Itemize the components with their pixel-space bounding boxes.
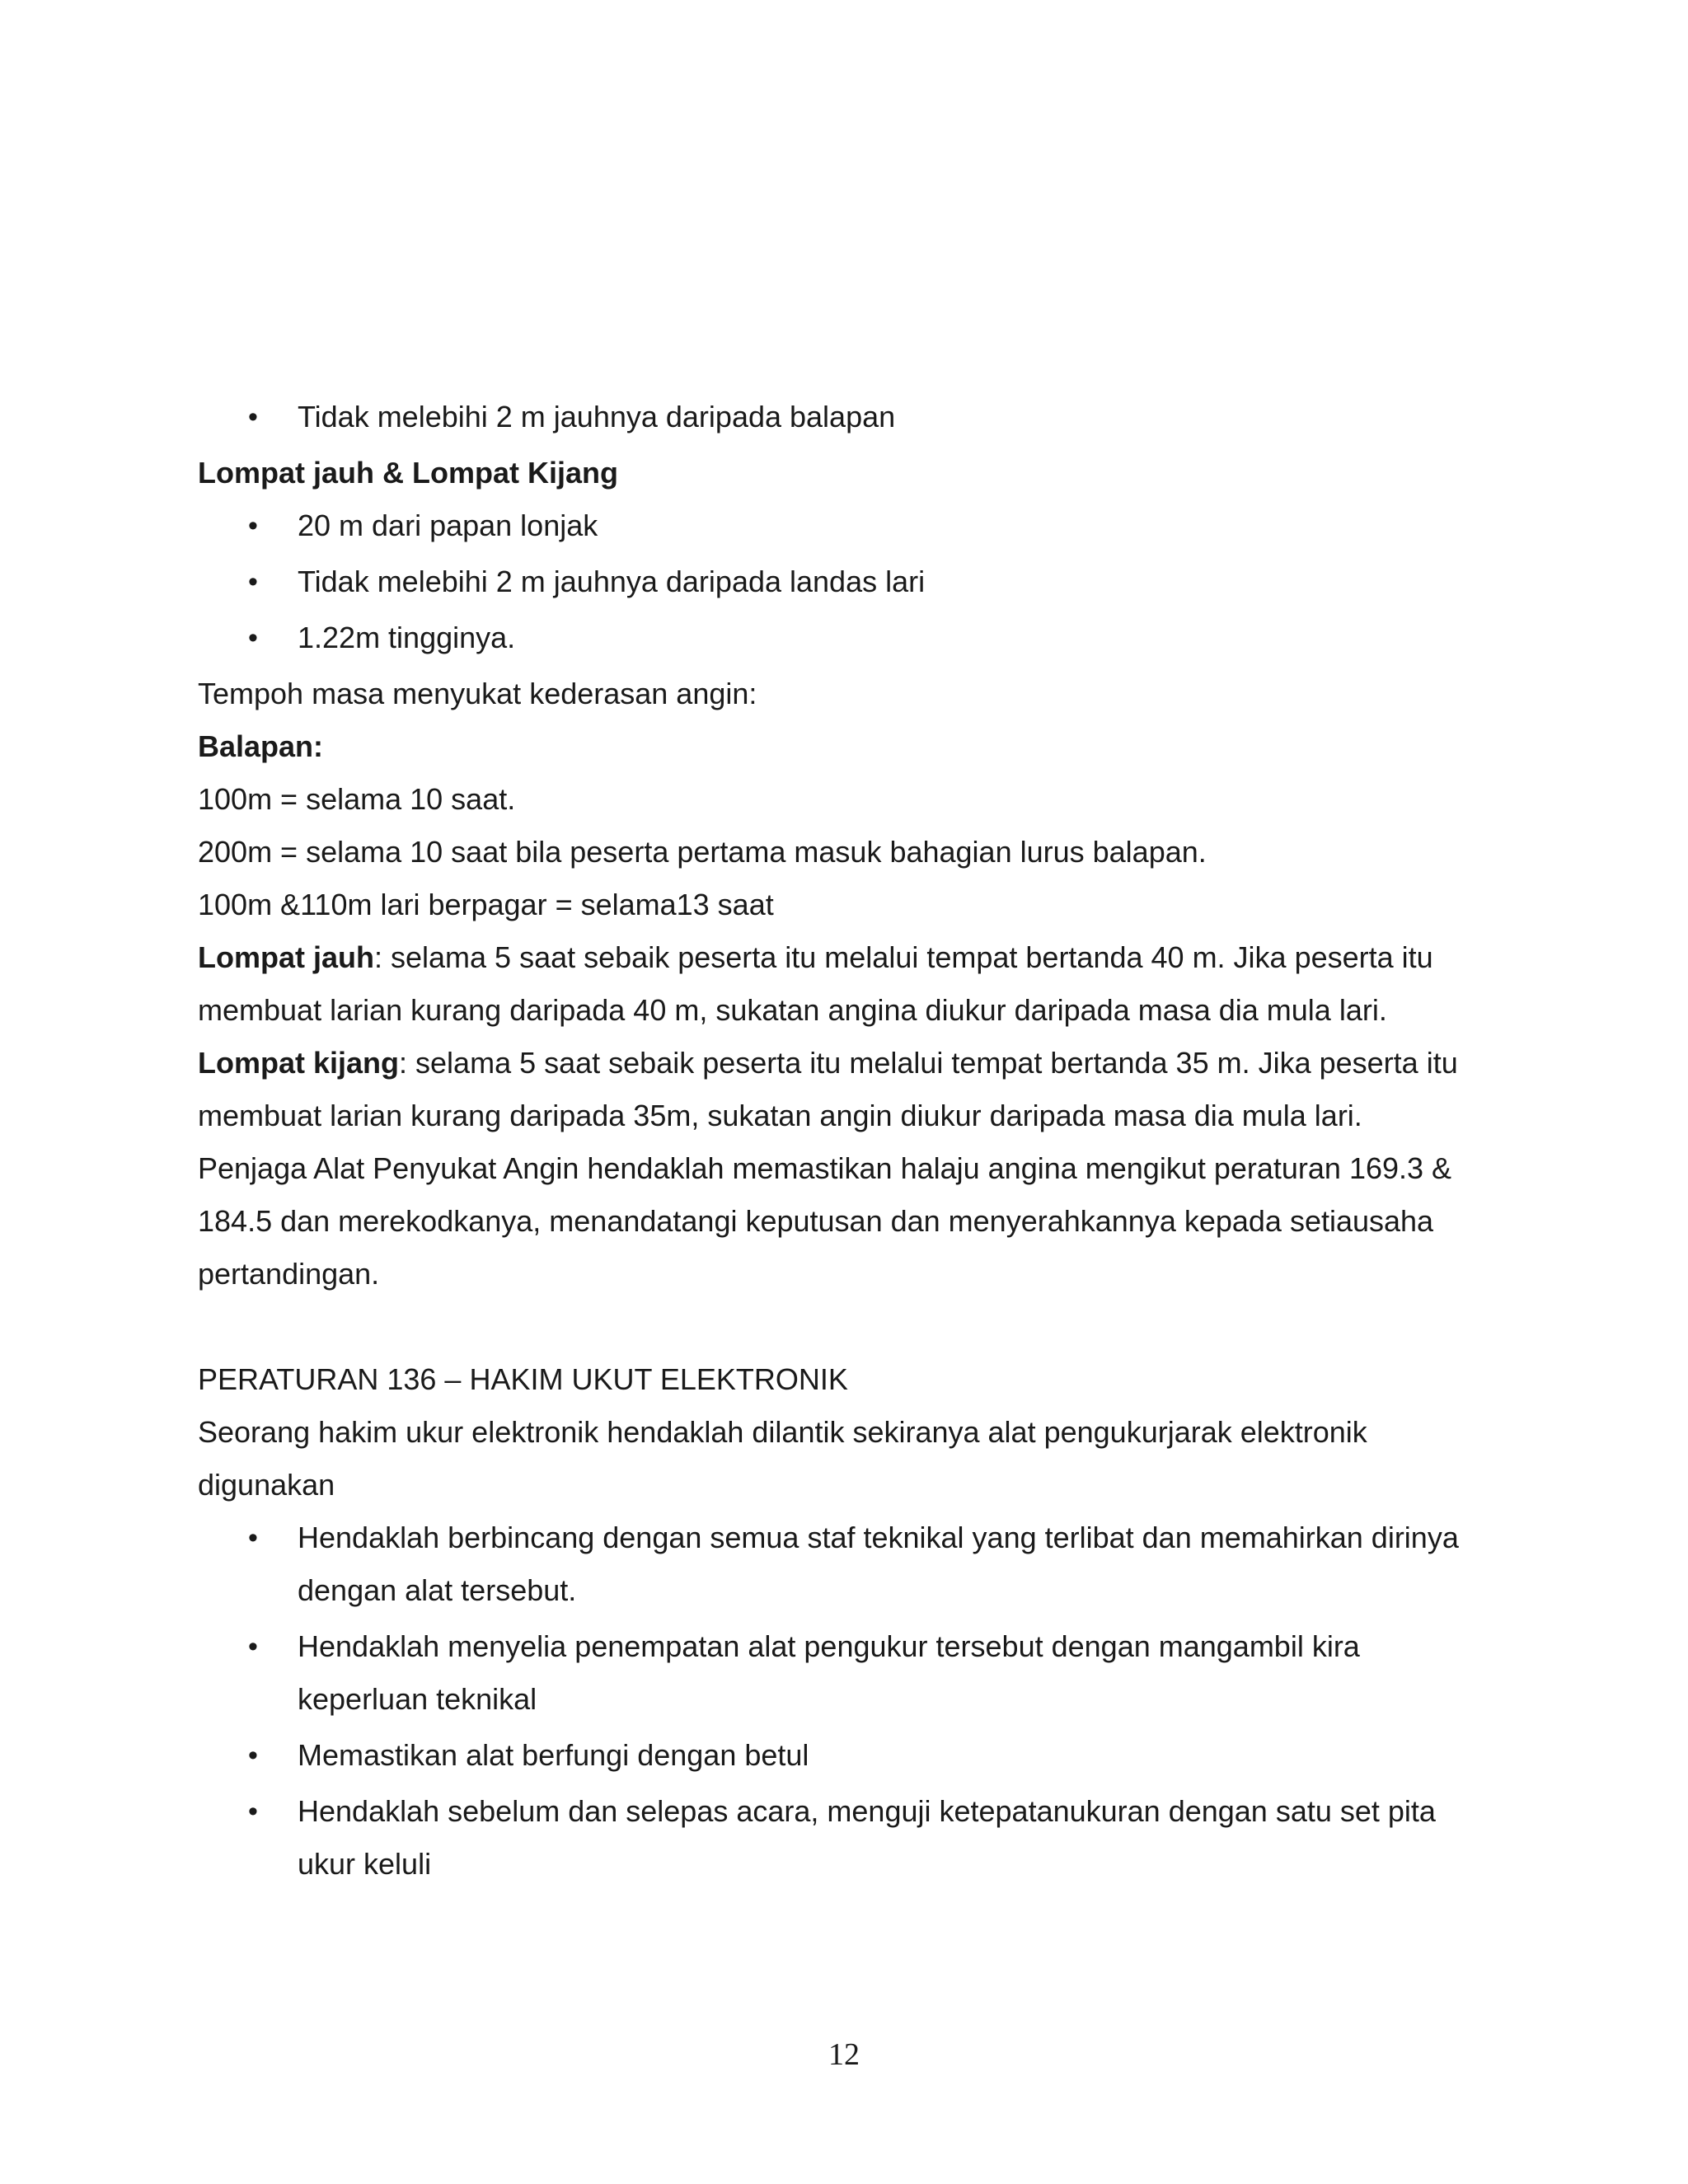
- bullet-text-cont: keperluan teknikal: [298, 1682, 537, 1716]
- list-item: [198, 1729, 1517, 1782]
- tempoh-line: Tempoh masa menyukat kederasan angin:: [198, 677, 757, 710]
- penjaga-line: Penjaga Alat Penyukat Angin hendaklah memastikan halaju angina mengikut peraturan 169.3 &: [198, 1151, 1452, 1185]
- list-item: [198, 612, 1517, 664]
- penjaga-line: pertandingan.: [198, 1257, 380, 1291]
- bullet-text: Tidak melebihi 2 m jauhnya daripada landas lari: [298, 565, 926, 598]
- lompat-bullet-list: [198, 499, 1517, 664]
- bullet-text: Memastikan alat berfungi dengan betul: [298, 1738, 809, 1772]
- bullet-text: Hendaklah sebelum dan selepas acara, menguji ketepatanukuran dengan satu set pita: [298, 1794, 1436, 1828]
- bullet-icon: •: [248, 566, 258, 598]
- bullet-text: Hendaklah menyelia penempatan alat pengukur tersebut dengan mangambil kira: [298, 1629, 1360, 1663]
- bullet-text: 1.22m tingginya.: [298, 621, 516, 654]
- lompat-jauh-text: : selama 5 saat sebaik peserta itu melalui tempat bertanda 40 m. Jika peserta itu: [374, 940, 1433, 974]
- seorang-line: Seorang hakim ukur elektronik hendaklah dilantik sekiranya alat pengukurjarak elektronik: [198, 1415, 1367, 1449]
- balapan-line: 100m = selama 10 saat.: [198, 782, 516, 816]
- document-body: [198, 391, 1517, 1894]
- bullet-text-cont: dengan alat tersebut.: [298, 1573, 577, 1607]
- balapan-line: 100m &110m lari berpagar = selama13 saat: [198, 888, 774, 921]
- list-item: [198, 1511, 1517, 1617]
- balapan-heading: Balapan:: [198, 729, 324, 763]
- bullet-icon: •: [248, 510, 258, 541]
- bullet-icon: •: [248, 1796, 258, 1827]
- bullet-icon: •: [248, 622, 258, 654]
- bullet-text: 20 m dari papan lonjak: [298, 509, 598, 542]
- penjaga-line: 184.5 dan merekodkanya, menandatangi keputusan dan menyerahkannya kepada setiausaha: [198, 1204, 1434, 1238]
- lompat-jauh-label: Lompat jauh: [198, 940, 374, 974]
- lompat-jauh-paragraph: [198, 931, 1517, 984]
- lompat-jauh-text-cont: membuat larian kurang daripada 40 m, sukatan angina diukur daripada masa dia mula lari.: [198, 993, 1387, 1027]
- lompat-kijang-text: : selama 5 saat sebaik peserta itu melalui tempat bertanda 35 m. Jika peserta itu: [399, 1046, 1458, 1080]
- hakim-bullet-list: [198, 1511, 1517, 1891]
- list-item: [198, 1620, 1517, 1726]
- peraturan-heading: PERATURAN 136 – HAKIM UKUT ELEKTRONIK: [198, 1362, 848, 1396]
- bullet-icon: •: [248, 1740, 258, 1771]
- bullet-text-cont: ukur keluli: [298, 1847, 432, 1881]
- lompat-kijang-label: Lompat kijang: [198, 1046, 400, 1080]
- bullet-icon: •: [248, 1631, 258, 1662]
- lompat-heading: Lompat jauh & Lompat Kijang: [198, 456, 618, 490]
- lompat-kijang-text-cont: membuat larian kurang daripada 35m, sukatan angin diukur daripada masa dia mula lari.: [198, 1099, 1362, 1132]
- bullet-text: Hendaklah berbincang dengan semua staf teknikal yang terlibat dan memahirkan dirinya: [298, 1521, 1459, 1554]
- list-item: [198, 1785, 1517, 1891]
- balapan-line: 200m = selama 10 saat bila peserta pertama masuk bahagian lurus balapan.: [198, 835, 1207, 869]
- list-item: [198, 391, 1517, 443]
- bullet-icon: •: [248, 1522, 258, 1554]
- bullet-text: Tidak melebihi 2 m jauhnya daripada balapan: [298, 400, 896, 434]
- page-number: 12: [828, 2037, 860, 2072]
- seorang-line: digunakan: [198, 1468, 335, 1502]
- lompat-kijang-paragraph: [198, 1037, 1517, 1090]
- list-item: [198, 555, 1517, 608]
- list-item: [198, 499, 1517, 552]
- top-bullet-list: [198, 391, 1517, 443]
- bullet-icon: •: [248, 401, 258, 433]
- spacer: [198, 1301, 1517, 1353]
